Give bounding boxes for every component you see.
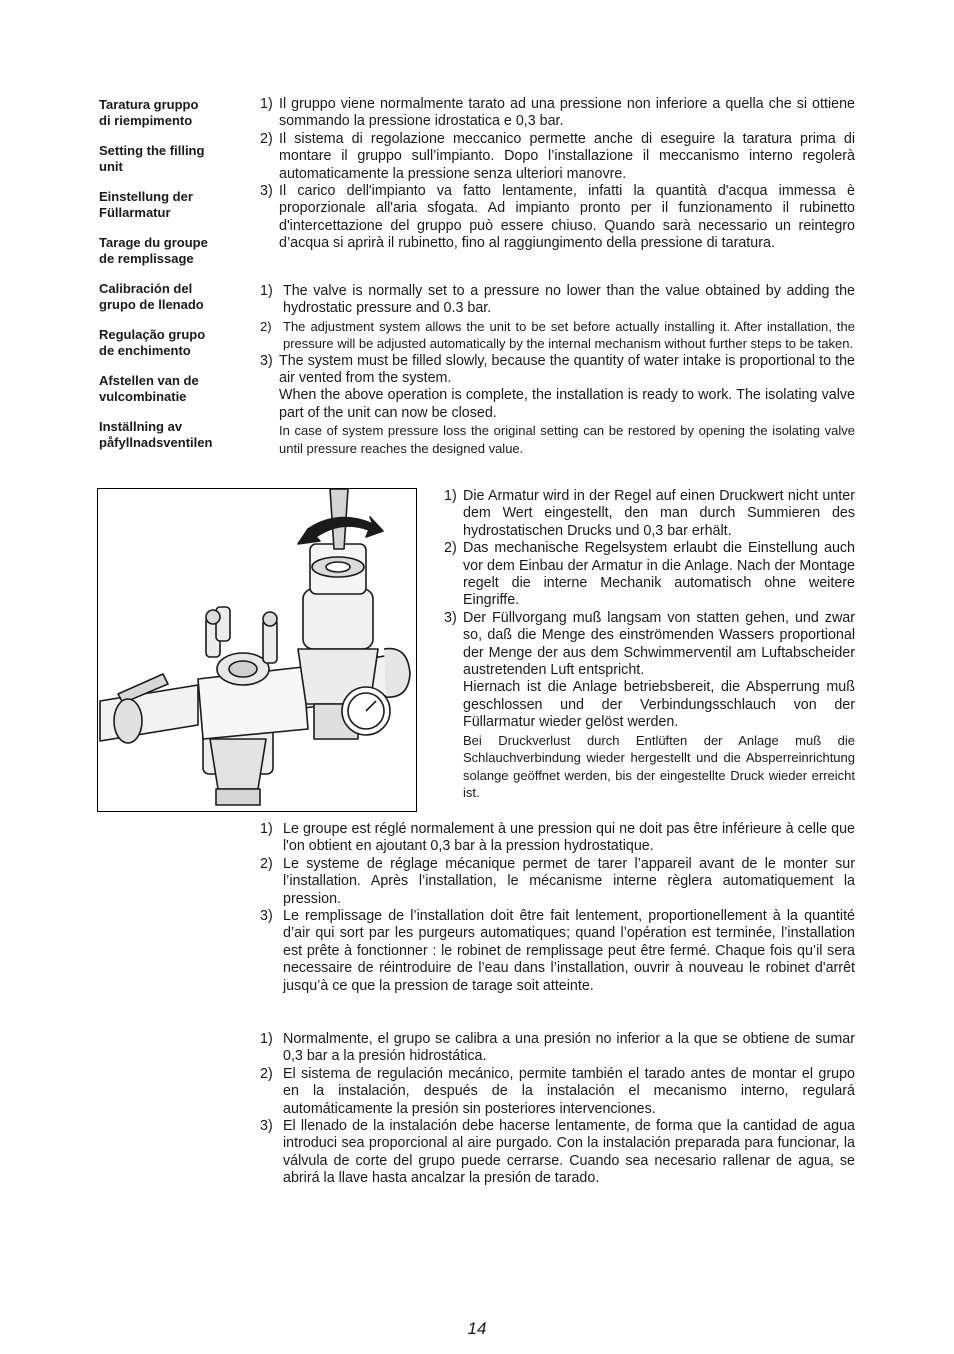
list-item: 1) Le groupe est réglé normalement à une pression qui ne doit pas être inférieure à celle que l'on obtient en ajoutant 0,3 bar à la pression hydrostatique.: [260, 821, 855, 855]
list-item: 2) Le systeme de réglage mécanique permet de tarer l’appareil avant de le monter sur l’installation. Après l’installation, le mécanisme interne règlera automatiquement la pression.: [260, 855, 855, 907]
valve-drawing-svg: [98, 489, 415, 810]
list-item: 3) Der Füllvorgang muß langsam von statten gehen, und zwar so, daß die Menge des einströmenden Wassers proportional der Menge der aus dem Schwimmerventil am Luftabscheider austretenden Luft entspricht.: [444, 609, 855, 679]
list-item: 1) The valve is normally set to a pressure no lower than the value obtained by adding the hydrostatic pressure and 0.3 bar.: [260, 283, 855, 317]
list-item: 3) Le remplissage de l’installation doit être fait lentement, proportionellement à la quantité d’air qui sort par les purgeurs automatiques; quand l’opération est terminée, l’installation est prête à fonctionner : le robinet de remplissage peut être fermé. Chaque fois qu’il sera necessaire de réintroduire de l’eau dans l’installation, ouvrir à nouveau le robinet d'arrêt jusqu’à ce que la pression de tarage soit atteinte.: [260, 908, 855, 994]
heading-swedish: Inställning av påfyllnadsventilen: [99, 419, 213, 450]
english-instructions: [260, 283, 855, 457]
heading-dutch: Afstellen van de vulcombinatie: [99, 373, 199, 404]
list-item: 2) Das mechanische Regelsystem erlaubt die Einstellung auch vor dem Einbau der Armatur in die Anlage. Nach der Montage regelt die interne Mechanik automatisch ohne weitere Eingriffe.: [444, 540, 855, 609]
heading-french: Tarage du groupe de remplissage: [99, 235, 208, 266]
language-headings: [99, 97, 244, 465]
heading-spanish: Calibración del grupo de llenado: [99, 281, 204, 312]
list-item: 3) Il carico dell'impianto va fatto lentamente, infatti la quantità d'acqua immessa è proporzionale all'aria sfogata. Ad impianto pronto per il funzionamento il rubinetto d'intercettazione del gruppo può essere chiuso. Quando sarà necessario un reintegro d’acqua si aprirà il rubinetto, fino al raggiungimento della pressione di taratura.: [260, 183, 855, 252]
french-instructions: [260, 821, 855, 995]
list-item: 1) Normalmente, el grupo se calibra a una presión no inferior a la que se obtiene de sumar 0,3 bar a la presión hidrostática.: [260, 1031, 855, 1065]
heading-english: Setting the filling unit: [99, 143, 205, 174]
list-item: 1) Il gruppo viene normalmente tarato ad una pressione non inferiore a quella che si ottiene sommando la pressione idrostatica e 0,3 bar.: [260, 96, 855, 130]
list-item: 1) Die Armatur wird in der Regel auf einen Druckwert nicht unter dem Wert eingestellt, den man durch Summieren des hydrostatischen Drucks und 0,3 bar erhält.: [444, 488, 855, 539]
heading-german: Einstellung der Füllarmatur: [99, 189, 193, 220]
continuation-paragraph: Bei Druckverlust durch Entlüften der Anlage muß die Schlauchverbindung wieder hergestellt und die Absperreinrichtung solange geöffnet werden, bis der eingestellte Druck wieder erreicht ist.: [463, 732, 855, 800]
list-item: 2) Il sistema di regolazione meccanico permette anche di eseguire la taratura prima di montare il gruppo sull’impianto. Dopo l’installazione il meccanismo interno regolerà automaticamente la pressione senza ulteriori manovre.: [260, 130, 855, 182]
continuation-paragraph: In case of system pressure loss the original setting can be restored by opening the isolating valve until pressure reaches the designed value.: [279, 423, 855, 456]
continuation-paragraph: Hiernach ist die Anlage betriebsbereit, die Absperrung muß geschlossen und der Verbindungsschlauch von der Füllarmatur wieder gelöst werden.: [463, 679, 855, 731]
german-instructions: [444, 488, 855, 801]
spanish-instructions: [260, 1031, 855, 1188]
heading-italian: Taratura gruppo di riempimento: [99, 97, 199, 128]
heading-portuguese: Regulação grupo de enchimento: [99, 327, 206, 358]
list-item: 3) El llenado de la instalación debe hacerse lentamente, de forma que la cantidad de agua introduci sea proporcional al aire purgado. Con la instalación preparada para funcionar, la válvula de corte del grupo puede cerrarse. Cuando sea necesario rallenar de agua, se abrirá la llave hasta ancalzar la presión de tarado.: [260, 1118, 855, 1187]
italian-instructions: [260, 96, 855, 253]
continuation-paragraph: When the above operation is complete, the installation is ready to work. The isolating valve part of the unit can now be closed.: [279, 387, 855, 421]
list-item: 3) The system must be filled slowly, because the quantity of water intake is proportional to the air vented from the system.: [260, 352, 855, 387]
page-number: 14: [467, 1319, 487, 1338]
filling-unit-illustration: [97, 488, 417, 812]
list-item: 2) El sistema de regulación mecánico, permite también el tarado antes de montar el grupo en la instalación, después de la instalación el mecanismo interno, regulará automáticamente la presión sin posteriores intervenciones.: [260, 1065, 855, 1117]
list-item: 2) The adjustment system allows the unit to be set before actually installing it. After installation, the pressure will be adjusted automatically by the internal mechanism without further steps to be taken.: [260, 318, 855, 352]
